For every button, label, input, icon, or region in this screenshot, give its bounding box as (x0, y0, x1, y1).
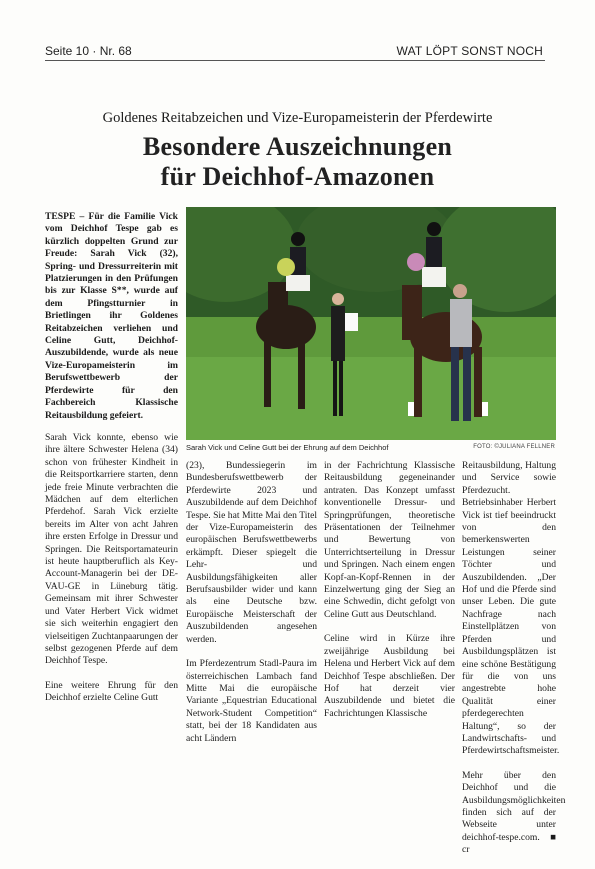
column-1 (45, 432, 178, 717)
page-number: Seite 10 · Nr. 68 (45, 44, 132, 58)
column-4-paragraph-1: Reitausbildung, Haltung und Service sowie Pferdezucht. Betriebsinhaber Herbert Vick ist tief beeindruckt von den bemerkenswerten Leistungen seiner Töchter und Auszubildenden. „Der Hof und die Pferde sind unser Leben. Die gute Nachfrage nach Einstellplätzen von Pferden und Ausbildungsplätzen ist eine schöne Bestätigung für die von uns angestrebte hohe Qualität einer pferdegerechten Haltung“, so der Landwirtschafts- und Pferdewirtschaftsmeister. (462, 460, 560, 757)
column-3-paragraph-1: in der Fachrichtung Klassische Reitausbildung gegeneinander antraten. Das Konzept umfasst konventionelle Dressur- und Springprüfungen, theoretische Präsentationen der Teilnehmer und Bewertung von Unterrichtserteilung in Dressur und Springen. Nach einem engen Kopf-an-Kopf-Rennen in der Einzelwertung ging der Sieg an eine Schwedin, dicht gefolgt von Celine Gutt aus Deutschland. (324, 460, 455, 620)
horse-ceremony-photo (186, 207, 556, 440)
photo-credit: FOTO: ©JULIANA FELLNER (473, 444, 555, 450)
article-lead: TESPE – Für die Familie Vick vom Deichhof Tespe gab es kürzlich doppelten Grund zur Freude: Sarah Vick (32), Spring- und Dressurreiterin mit Platzierungen in den Prüfungen bis zur Klasse S**, wurde auf dem Pfingstturnier in Brietlingen ihr Goldenes Reitabzeichen verliehen und Celine Gutt, Deichhof-Auszubildende, wurde als neue Vize-Europameisterin im Berufswettbewerb der Pferdewirte für den Fachbereich Klassische Reitausbildung gefeiert. (45, 211, 178, 421)
column-2 (186, 460, 317, 757)
article-headline (80, 132, 515, 192)
article-kicker: Goldenes Reitabzeichen und Vize-Europameisterin der Pferdewirte (102, 110, 493, 126)
column-4 (462, 460, 566, 869)
column-3 (324, 460, 455, 732)
header-rule (45, 60, 545, 61)
column-1-paragraph-2: Eine weitere Ehrung für den Deichhof erzielte Celine Gutt (45, 679, 178, 704)
column-4-paragraph-2: Mehr über den Deichhof und die Ausbildungsmöglichkeiten finden sich auf der Webseite unter deichhof-tespe.com. ■ cr (462, 769, 566, 856)
column-2-paragraph-1: (23), Bundessiegerin im Bundesberufswettbewerb der Pferdewirte 2023 und Auszubildende auf dem Deichhof Tespe. Sie hat Mitte Mai den Titel der Vize-Europameisterin des europäischen Berufswettbewerbs erkämpft. Dieser spiegelt die Lehr- und Ausbildungsfähigkeiten aller Berufsausbilder wider und kann als eine Deutsche bzw. Europäische Meisterschaft der Auszubildenden angesehen werden. (186, 460, 317, 645)
column-2-paragraph-2: Im Pferdezentrum Stadl-Paura im österreichischen Lambach fand Mitte Mai die europäische Variante „Equestrian Educational Network-Student Competition“ statt, bei der 18 Kandidaten aus acht Ländern (186, 658, 317, 744)
headline-line-2: für Deichhof-Amazonen (160, 162, 435, 191)
article-photo (186, 207, 556, 440)
column-1-paragraph-1: Sarah Vick konnte, ebenso wie ihre ältere Schwester Helena (34) schon von frühester Kindheit in die Reitsportkarriere starten, denn jede freie Minute verbrachten die Mädchen auf dem elterlichen Pferdehof. Sarah Vick erzielte bereits im Alter von acht Jahren ihre ersten Erfolge in Dressur und Springen. Die Reitsportamateurin ist heute hauptberuflich als Key-Account-Managerin bei der DE-VAU-GE in Lüneburg tätig. Gemeinsam mit ihrer Schwester und Vater Herbert Vick widmet sie sich weiterhin engagiert den vielseitigen Zuchtanpaarungen der selbst gezogenen Pferde auf dem Deichhof Tespe. (45, 432, 178, 667)
column-3-paragraph-2: Celine wird in Kürze ihre zweijährige Ausbildung bei Helena und Herbert Vick auf dem Deichhof Tespe abschließen. Der Hof hat derzeit vier Auszubildende und bietet die Fachrichtungen Klassische (324, 633, 455, 719)
photo-caption: Sarah Vick und Celine Gutt bei der Ehrung auf dem Deichhof (186, 443, 389, 452)
headline-line-1: Besondere Auszeichnungen (142, 132, 453, 161)
section-title: WAT LÖPT SONST NOCH (396, 44, 543, 58)
